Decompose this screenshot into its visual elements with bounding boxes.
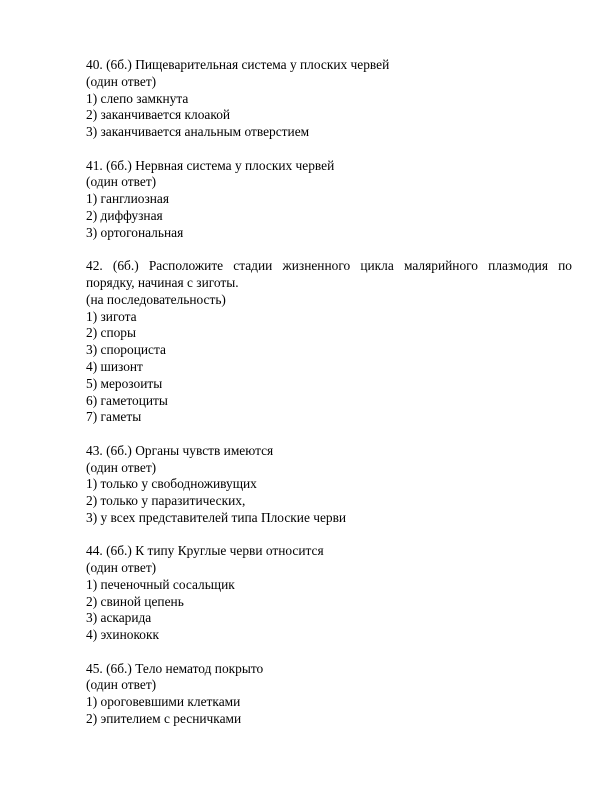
answer-option: 2) диффузная [86, 207, 163, 223]
answer-option: 2) эпителием с ресничками [86, 711, 242, 727]
answer-option: 2) свиной цепень [86, 593, 184, 609]
question-40 [86, 57, 572, 141]
question-title: 41. (6б.) Нервная система у плоских червей [86, 157, 335, 173]
answer-mode: (на последовательность) [86, 291, 226, 307]
answer-mode: (один ответ) [86, 459, 157, 475]
answer-option: 3) спороциста [86, 342, 166, 358]
document-page [86, 57, 572, 744]
answer-option: 1) ороговевшими клетками [86, 694, 241, 710]
answer-mode: (один ответ) [86, 73, 157, 89]
answer-option: 1) только у свободноживущих [86, 476, 257, 492]
answer-option: 2) только у паразитических, [86, 493, 246, 509]
question-title-continuation: порядку, начиная с зиготы. [86, 274, 239, 290]
question-41 [86, 158, 572, 242]
question-title: 44. (6б.) К типу Круглые черви относится [86, 543, 324, 559]
question-43 [86, 443, 572, 527]
question-44 [86, 543, 572, 644]
answer-mode: (один ответ) [86, 560, 157, 576]
answer-option: 1) ганглиозная [86, 191, 170, 207]
question-45 [86, 661, 572, 728]
answer-option: 1) слепо замкнута [86, 90, 189, 106]
answer-option: 3) у всех представителей типа Плоские черви [86, 509, 347, 525]
question-title: 45. (6б.) Тело нематод покрыто [86, 660, 264, 676]
answer-option: 2) споры [86, 325, 136, 341]
answer-option: 6) гаметоциты [86, 392, 168, 408]
answer-option: 4) эхинококк [86, 627, 159, 643]
answer-mode: (один ответ) [86, 677, 157, 693]
question-title: 42. (6б.) Расположите стадии жизненного цикла малярийного плазмодия по [86, 258, 572, 274]
answer-option: 1) зигота [86, 308, 137, 324]
question-42 [86, 258, 572, 426]
answer-option: 3) аскарида [86, 610, 152, 626]
answer-option: 2) заканчивается клоакой [86, 107, 231, 123]
question-title: 40. (6б.) Пищеварительная система у плоских червей [86, 57, 390, 72]
question-title: 43. (6б.) Органы чувств имеются [86, 442, 274, 458]
answer-option: 1) печеночный сосальщик [86, 576, 235, 592]
answer-option: 3) ортогональная [86, 224, 184, 240]
answer-option: 7) гаметы [86, 409, 142, 425]
answer-option: 3) заканчивается анальным отверстием [86, 124, 310, 140]
answer-option: 4) шизонт [86, 358, 143, 374]
answer-option: 5) мерозоиты [86, 375, 163, 391]
answer-mode: (один ответ) [86, 174, 157, 190]
